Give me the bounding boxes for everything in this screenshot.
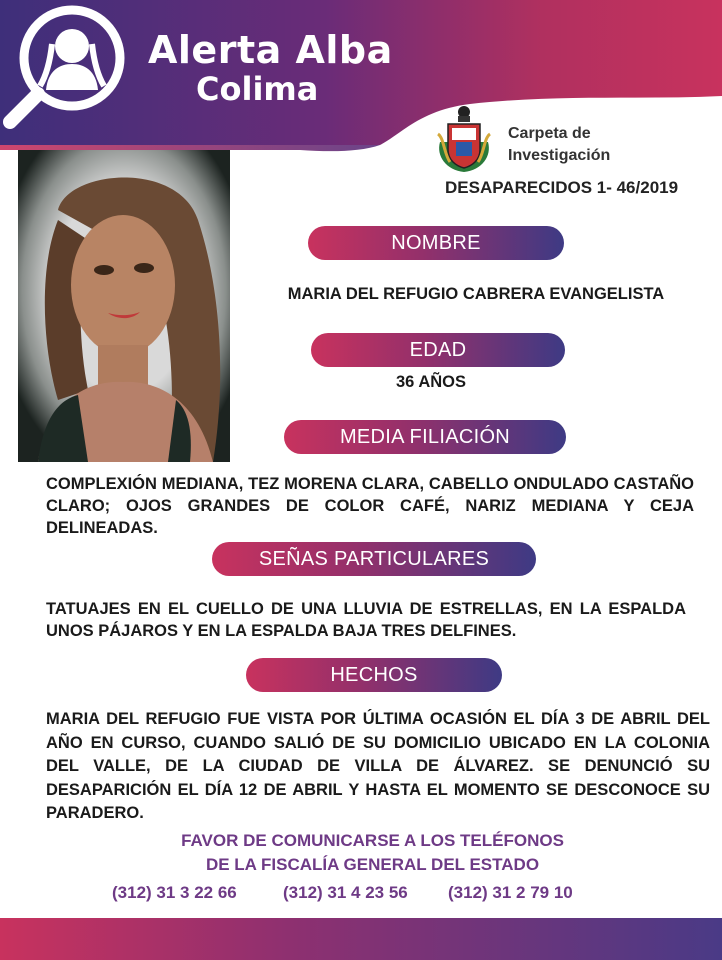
phone-number[interactable]: (312) 31 3 22 66 <box>112 883 237 902</box>
hechos-label: HECHOS <box>246 658 502 692</box>
filiacion-value: COMPLEXIÓN MEDIANA, TEZ MORENA CLARA, CABELLO ONDULADO CASTAÑO CLARO; OJOS GRANDES DE COLOR CAFÉ, NARIZ MEDIANA Y CEJA DELINEADAS. <box>46 475 694 537</box>
edad-value: 36 AÑOS <box>396 373 466 391</box>
case-file-line2: Investigación <box>508 147 611 164</box>
contact-line1: FAVOR DE COMUNICARSE A LOS TELÉFONOS <box>181 831 564 850</box>
phone-number[interactable]: (312) 31 2 79 10 <box>448 883 573 902</box>
edad-label: EDAD <box>311 333 565 367</box>
phone-number[interactable]: (312) 31 4 23 56 <box>283 883 408 902</box>
senas-label: SEÑAS PARTICULARES <box>212 542 536 576</box>
nombre-value: MARIA DEL REFUGIO CABRERA EVANGELISTA <box>287 285 665 303</box>
case-file-label <box>508 123 610 167</box>
missing-person-photo <box>18 150 230 462</box>
state-coat-of-arms-icon <box>434 104 494 176</box>
header-banner <box>0 0 722 160</box>
case-file-line1: Carpeta de <box>508 125 591 142</box>
footer-bar <box>0 918 722 960</box>
senas-value: TATUAJES EN EL CUELLO DE UNA LLUVIA DE ESTRELLAS, EN LA ESPALDA UNOS PÁJAROS Y EN LA ESPALDA BAJA TRES DELFINES. <box>46 600 686 640</box>
brand-title: Alerta Alba <box>148 28 393 72</box>
contact-line2: DE LA FISCALÍA GENERAL DEL ESTADO <box>205 855 540 874</box>
brand-subtitle: Colima <box>196 70 319 108</box>
case-folio: DESAPARECIDOS 1- 46/2019 <box>445 178 679 197</box>
nombre-label: NOMBRE <box>308 226 564 260</box>
hechos-value: MARIA DEL REFUGIO FUE VISTA POR ÚLTIMA OCASIÓN EL DÍA 3 DE ABRIL DEL AÑO EN CURSO, CUANDO SALIÓ DE SU DOMICILIO UBICADO EN LA COLONIA DEL VALLE, DE LA CIUDAD DE VILLA DE ÁLVAREZ. SE DENUNCIÓ SU DESAPARICIÓN EL DÍA 12 DE ABRIL Y HASTA EL MOMENTO SE DESCONOCE SU PARADERO. <box>46 710 710 822</box>
filiacion-label: MEDIA FILIACIÓN <box>284 420 566 454</box>
search-person-icon <box>0 0 130 130</box>
